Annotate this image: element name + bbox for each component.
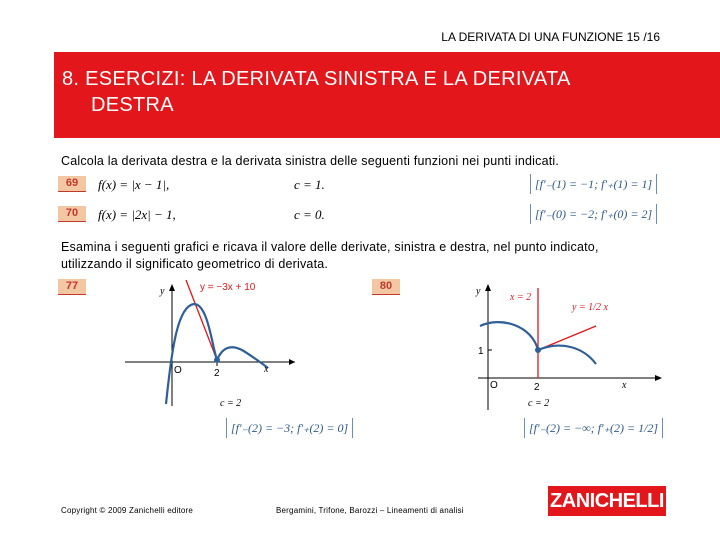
- point-dot: [535, 347, 541, 353]
- exercise-function: f(x) = |x − 1|,: [98, 177, 170, 192]
- x-axis-arrow: [289, 359, 295, 365]
- exercise-row: [56, 204, 666, 226]
- graph-answer: [f′₋(2) = −∞; f′₊(2) = 1/2]: [524, 418, 663, 438]
- x-axis-arrow: [655, 375, 662, 381]
- graph-answer: [f′₋(2) = −3; f′₊(2) = 0]: [226, 418, 353, 438]
- origin-label: O: [174, 365, 182, 376]
- section2-instruction-line2: utilizzando il significato geometrico di derivata.: [61, 257, 329, 271]
- section1-instruction: Calcola la derivata destra e la derivata sinistra delle seguenti funzioni nei punti indicati.: [61, 154, 560, 168]
- function-curve-right: [538, 346, 596, 364]
- vertical-line-label: x = 2: [510, 292, 532, 303]
- y-axis-arrow: [485, 284, 491, 291]
- y-tick-label: 1: [478, 346, 484, 357]
- y-axis-label: y: [476, 286, 481, 297]
- exercise-number: 77: [58, 279, 86, 295]
- exercise-answer: [f′₋(1) = −1; f′₊(1) = 1]: [530, 174, 657, 194]
- graph-80: [472, 276, 668, 416]
- x-axis-label: x: [264, 364, 269, 375]
- x-tick-label: 2: [214, 368, 220, 379]
- copyright: Copyright © 2009 Zanichelli editore: [61, 506, 194, 515]
- exercise-answer: [f′₋(0) = −2; f′₊(0) = 2]: [530, 204, 657, 224]
- section2-instruction-line1: Esamina i seguenti grafici e ricava il valore delle derivate, sinistra e destra, nel punto indicato,: [61, 240, 599, 254]
- exercise-number: 69: [58, 176, 86, 192]
- point-dot: [214, 357, 220, 363]
- exercise-point: c = 0.: [294, 207, 325, 222]
- function-curve-left: [480, 322, 538, 350]
- exercise-point: c = 1.: [294, 177, 325, 192]
- x-axis-label: x: [622, 380, 627, 391]
- running-title: LA DERIVATA DI UNA FUNZIONE 15 /16: [441, 30, 660, 44]
- slide-title: [62, 66, 702, 118]
- slide-title-line2: DESTRA: [91, 94, 174, 116]
- exercise-row: [56, 174, 666, 196]
- exercise-function: f(x) = |2x| − 1,: [98, 207, 176, 222]
- publisher-logo: ZANICHELLI: [548, 486, 666, 516]
- exercise-number: 80: [372, 279, 400, 295]
- authors: Bergamini, Trifone, Barozzi – Lineamenti di analisi: [276, 506, 464, 515]
- graph-77: [120, 276, 300, 412]
- title-banner: [54, 52, 720, 138]
- line-label: y = −3x + 10: [200, 282, 256, 293]
- origin-label: O: [490, 380, 498, 391]
- exercise-number: 70: [58, 206, 86, 222]
- y-axis-arrow: [169, 284, 175, 291]
- x-tick-label: 2: [534, 382, 540, 393]
- slide-title-line1: 8. ESERCIZI: LA DERIVATA SINISTRA E LA DERIVATA: [62, 68, 571, 90]
- line-label: y = 1/2 x: [572, 302, 608, 313]
- point-label: c = 2: [528, 398, 550, 409]
- y-axis-label: y: [160, 286, 165, 297]
- point-label: c = 2: [220, 398, 242, 409]
